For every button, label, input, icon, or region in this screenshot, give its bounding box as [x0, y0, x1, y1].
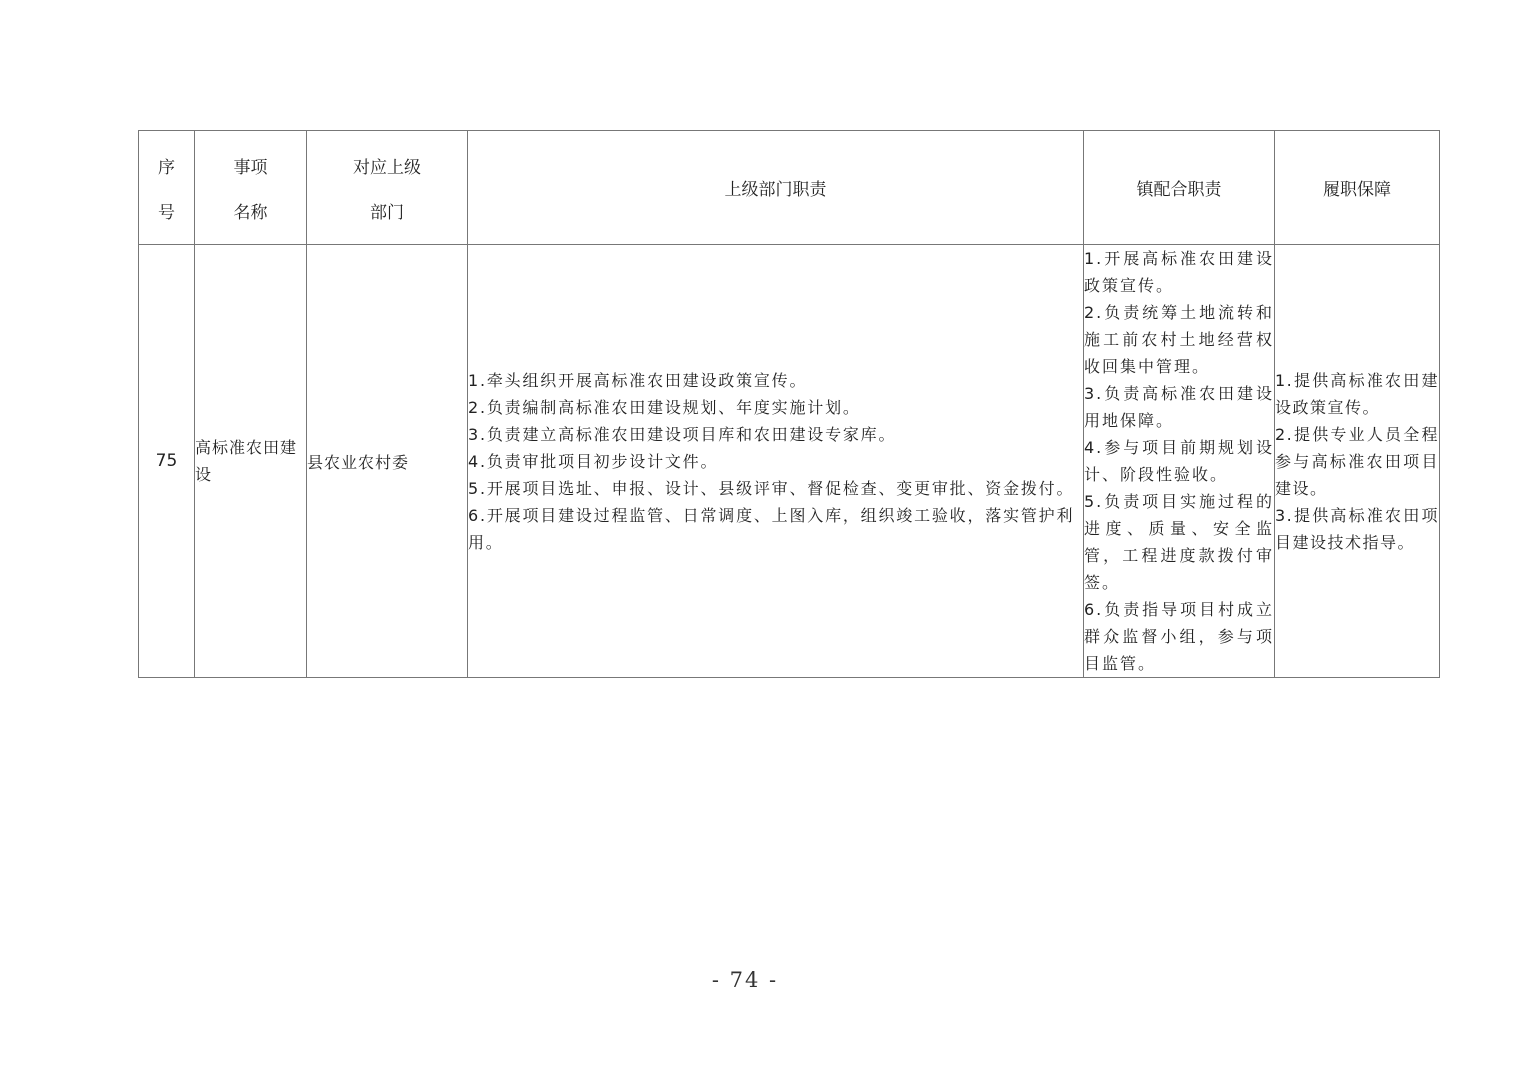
- cell-upper-duties: [468, 245, 1084, 678]
- town-duty-item: 3.负责高标准农田建设用地保障。: [1084, 384, 1274, 430]
- upper-duty-item: 1.牵头组织开展高标准农田建设政策宣传。: [468, 370, 808, 390]
- upper-duty-item: 4.负责审批项目初步设计文件。: [468, 451, 719, 471]
- header-upper-duties: 上级部门职责: [468, 131, 1084, 245]
- cell-item-name: 高标准农田建设: [195, 245, 307, 678]
- header-seq-line1: 序: [158, 157, 175, 178]
- town-duty-item: 4.参与项目前期规划设计、阶段性验收。: [1084, 438, 1274, 484]
- header-seq-line2: 号: [158, 202, 175, 223]
- header-dept: [307, 131, 468, 245]
- duty-table: [138, 130, 1440, 678]
- upper-duty-item: 3.负责建立高标准农田建设项目库和农田建设专家库。: [468, 424, 897, 444]
- town-duty-item: 2.负责统筹土地流转和施工前农村土地经营权收回集中管理。: [1084, 303, 1274, 376]
- header-item: [195, 131, 307, 245]
- town-duty-item: 6.负责指导项目村成立群众监督小组，参与项目监管。: [1084, 600, 1274, 673]
- guarantee-item: 1.提供高标准农田建设政策宣传。: [1275, 370, 1439, 417]
- page-number: - 74 -: [711, 968, 779, 992]
- header-town-duties: 镇配合职责: [1084, 131, 1275, 245]
- town-duty-item: 5.负责项目实施过程的进度、质量、安全监管，工程进度款拨付审签。: [1084, 492, 1274, 592]
- upper-duty-item: 2.负责编制高标准农田建设规划、年度实施计划。: [468, 397, 861, 417]
- header-dept-line2: 部门: [370, 202, 404, 223]
- header-seq: [139, 131, 195, 245]
- header-item-line2: 名称: [233, 202, 268, 223]
- guarantee-item: 3.提供高标准农田项目建设技术指导。: [1275, 505, 1439, 552]
- cell-guarantees: [1275, 245, 1440, 678]
- header-guarantee: 履职保障: [1275, 131, 1440, 245]
- header-row: [139, 131, 1440, 245]
- town-duty-item: 1.开展高标准农田建设政策宣传。: [1084, 249, 1274, 295]
- upper-duty-item: 5.开展项目选址、申报、设计、县级评审、督促检查、变更审批、资金拨付。: [468, 478, 1075, 498]
- cell-town-duties: [1084, 245, 1275, 678]
- cell-dept: 县农业农村委: [307, 245, 468, 678]
- table-row: [139, 245, 1440, 678]
- upper-duty-item: 6.开展项目建设过程监管、日常调度、上图入库，组织竣工验收，落实管护利用。: [468, 505, 1075, 552]
- header-item-line1: 事项: [233, 157, 268, 178]
- cell-seq: 75: [139, 245, 195, 678]
- guarantee-item: 2.提供专业人员全程参与高标准农田项目建设。: [1275, 424, 1439, 498]
- header-dept-line1: 对应上级: [353, 157, 421, 178]
